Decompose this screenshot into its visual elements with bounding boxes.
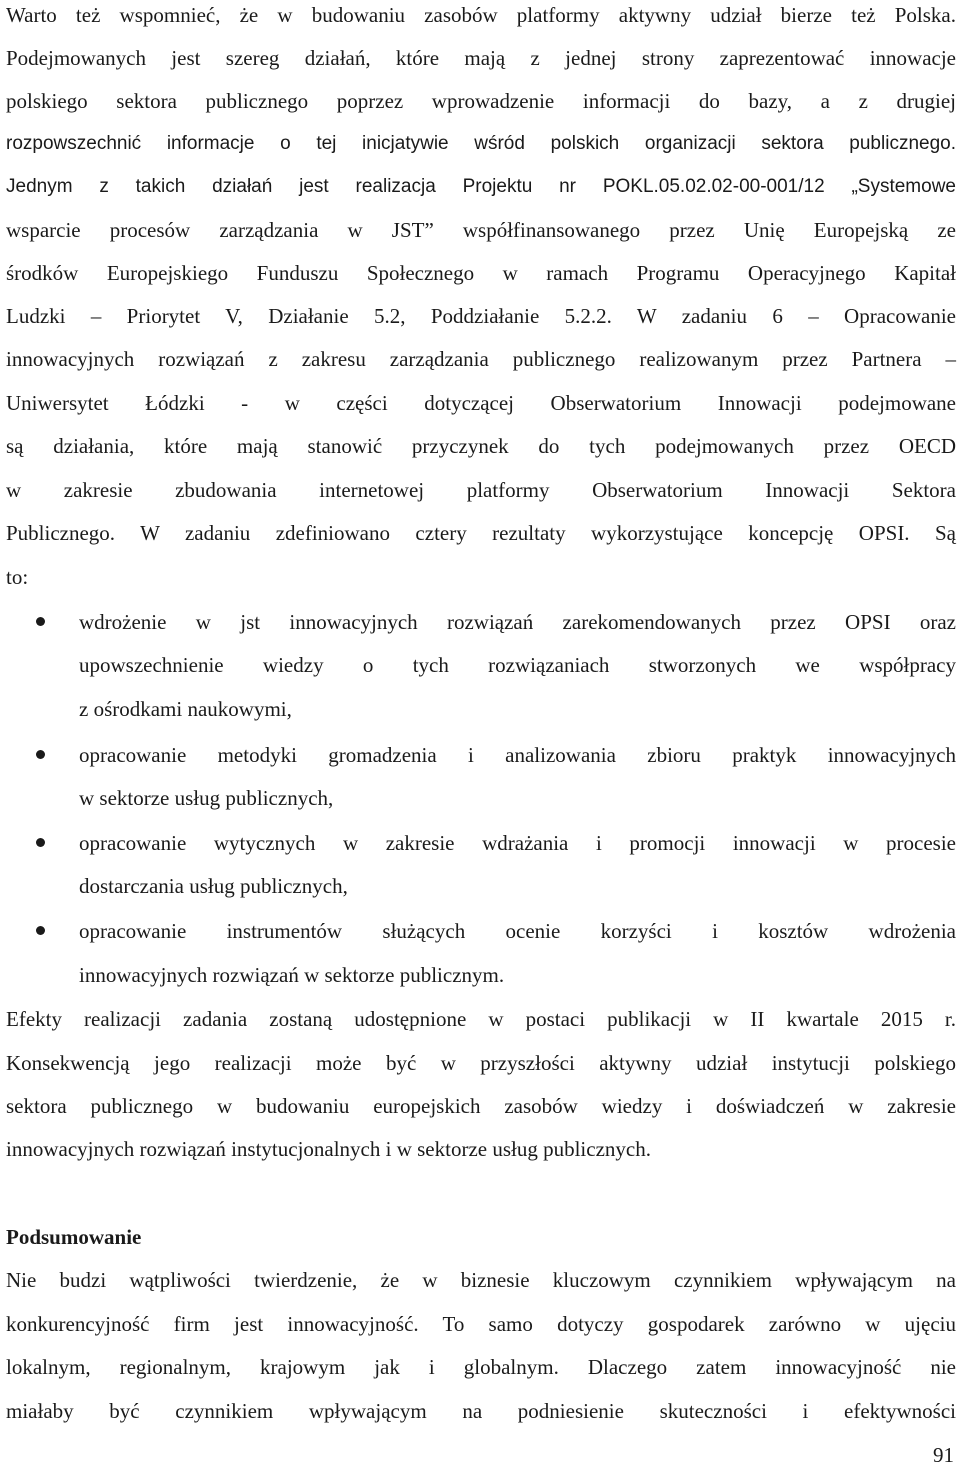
text-line: Podejmowanych jest szereg działań, które mają z jednej strony zaprezentować innowacje	[6, 46, 956, 70]
text-line: Ludzki – Priorytet V, Działanie 5.2, Poddziałanie 5.2.2. W zadaniu 6 – Opracowanie	[6, 304, 956, 328]
text-line: opracowanie metodyki gromadzenia i analizowania zbioru praktyk innowacyjnych	[79, 743, 956, 767]
text-line: konkurencyjność firm jest innowacyjność. To samo dotyczy gospodarek zarówno w ujęciu	[6, 1312, 956, 1336]
text-line: upowszechnienie wiedzy o tych rozwiązaniach stworzonych we współpracy	[79, 653, 956, 677]
page-number: 91	[933, 1443, 954, 1467]
bullet-icon	[36, 617, 45, 626]
text-line: opracowanie wytycznych w zakresie wdrażania i promocji innowacji w procesie	[79, 831, 956, 855]
text-line: innowacyjnych rozwiązań w sektorze publicznym.	[79, 963, 505, 987]
bullet-icon	[36, 750, 45, 759]
text-line: innowacyjnych rozwiązań instytucjonalnych i w sektorze usług publicznych.	[6, 1137, 651, 1161]
text-line: są działania, które mają stanowić przyczynek do tych podejmowanych przez OECD	[6, 434, 956, 458]
text-line: środków Europejskiego Funduszu Społecznego w ramach Programu Operacyjnego Kapitał	[6, 261, 956, 285]
text-line: sektora publicznego w budowaniu europejskich zasobów wiedzy i doświadczeń w zakresie	[6, 1094, 956, 1118]
text-line: lokalnym, regionalnym, krajowym jak i globalnym. Dlaczego zatem innowacyjność nie	[6, 1355, 956, 1379]
bullet-icon	[36, 926, 45, 935]
text-line: w sektorze usług publicznych,	[79, 786, 334, 810]
text-line: opracowanie instrumentów służących ocenie korzyści i kosztów wdrożenia	[79, 919, 956, 943]
section-heading: Podsumowanie	[6, 1225, 142, 1249]
text-line: rozpowszechnić informacje o tej inicjatywie wśród polskich organizacji sektora publicznego.	[6, 133, 956, 154]
text-line: Uniwersytet Łódzki - w części dotyczącej Obserwatorium Innowacji podejmowane	[6, 391, 956, 415]
text-line: innowacyjnych rozwiązań z zakresu zarządzania publicznego realizowanym przez Partnera –	[6, 347, 956, 371]
text-line: dostarczania usług publicznych,	[79, 874, 348, 898]
text-line: Konsekwencją jego realizacji może być w przyszłości aktywny udział instytucji polskiego	[6, 1051, 956, 1075]
text-line: miałaby być czynnikiem wpływającym na podniesienie skuteczności i efektywności	[6, 1399, 956, 1423]
text-line: polskiego sektora publicznego poprzez wprowadzenie informacji do bazy, a z drugiej	[6, 89, 956, 113]
text-line: w zakresie zbudowania internetowej platformy Obserwatorium Innowacji Sektora	[6, 478, 956, 502]
text-line: z ośrodkami naukowymi,	[79, 697, 292, 721]
text-line: wsparcie procesów zarządzania w JST” współfinansowanego przez Unię Europejską ze	[6, 218, 956, 242]
text-line: Nie budzi wątpliwości twierdzenie, że w biznesie kluczowym czynnikiem wpływającym na	[6, 1268, 956, 1292]
text-line: wdrożenie w jst innowacyjnych rozwiązań zarekomendowanych przez OPSI oraz	[79, 610, 956, 634]
text-line: Warto też wspomnieć, że w budowaniu zasobów platformy aktywny udział bierze też Polska.	[6, 3, 956, 27]
text-line: Publicznego. W zadaniu zdefiniowano cztery rezultaty wykorzystujące koncepcję OPSI. Są	[6, 521, 956, 545]
bullet-icon	[36, 838, 45, 847]
text-line: Jednym z takich działań jest realizacja Projektu nr POKL.05.02.02-00-001/12 „Systemowe	[6, 176, 956, 197]
text-line: Efekty realizacji zadania zostaną udostępnione w postaci publikacji w II kwartale 2015 r.	[6, 1007, 956, 1031]
text-line: to:	[6, 565, 29, 589]
